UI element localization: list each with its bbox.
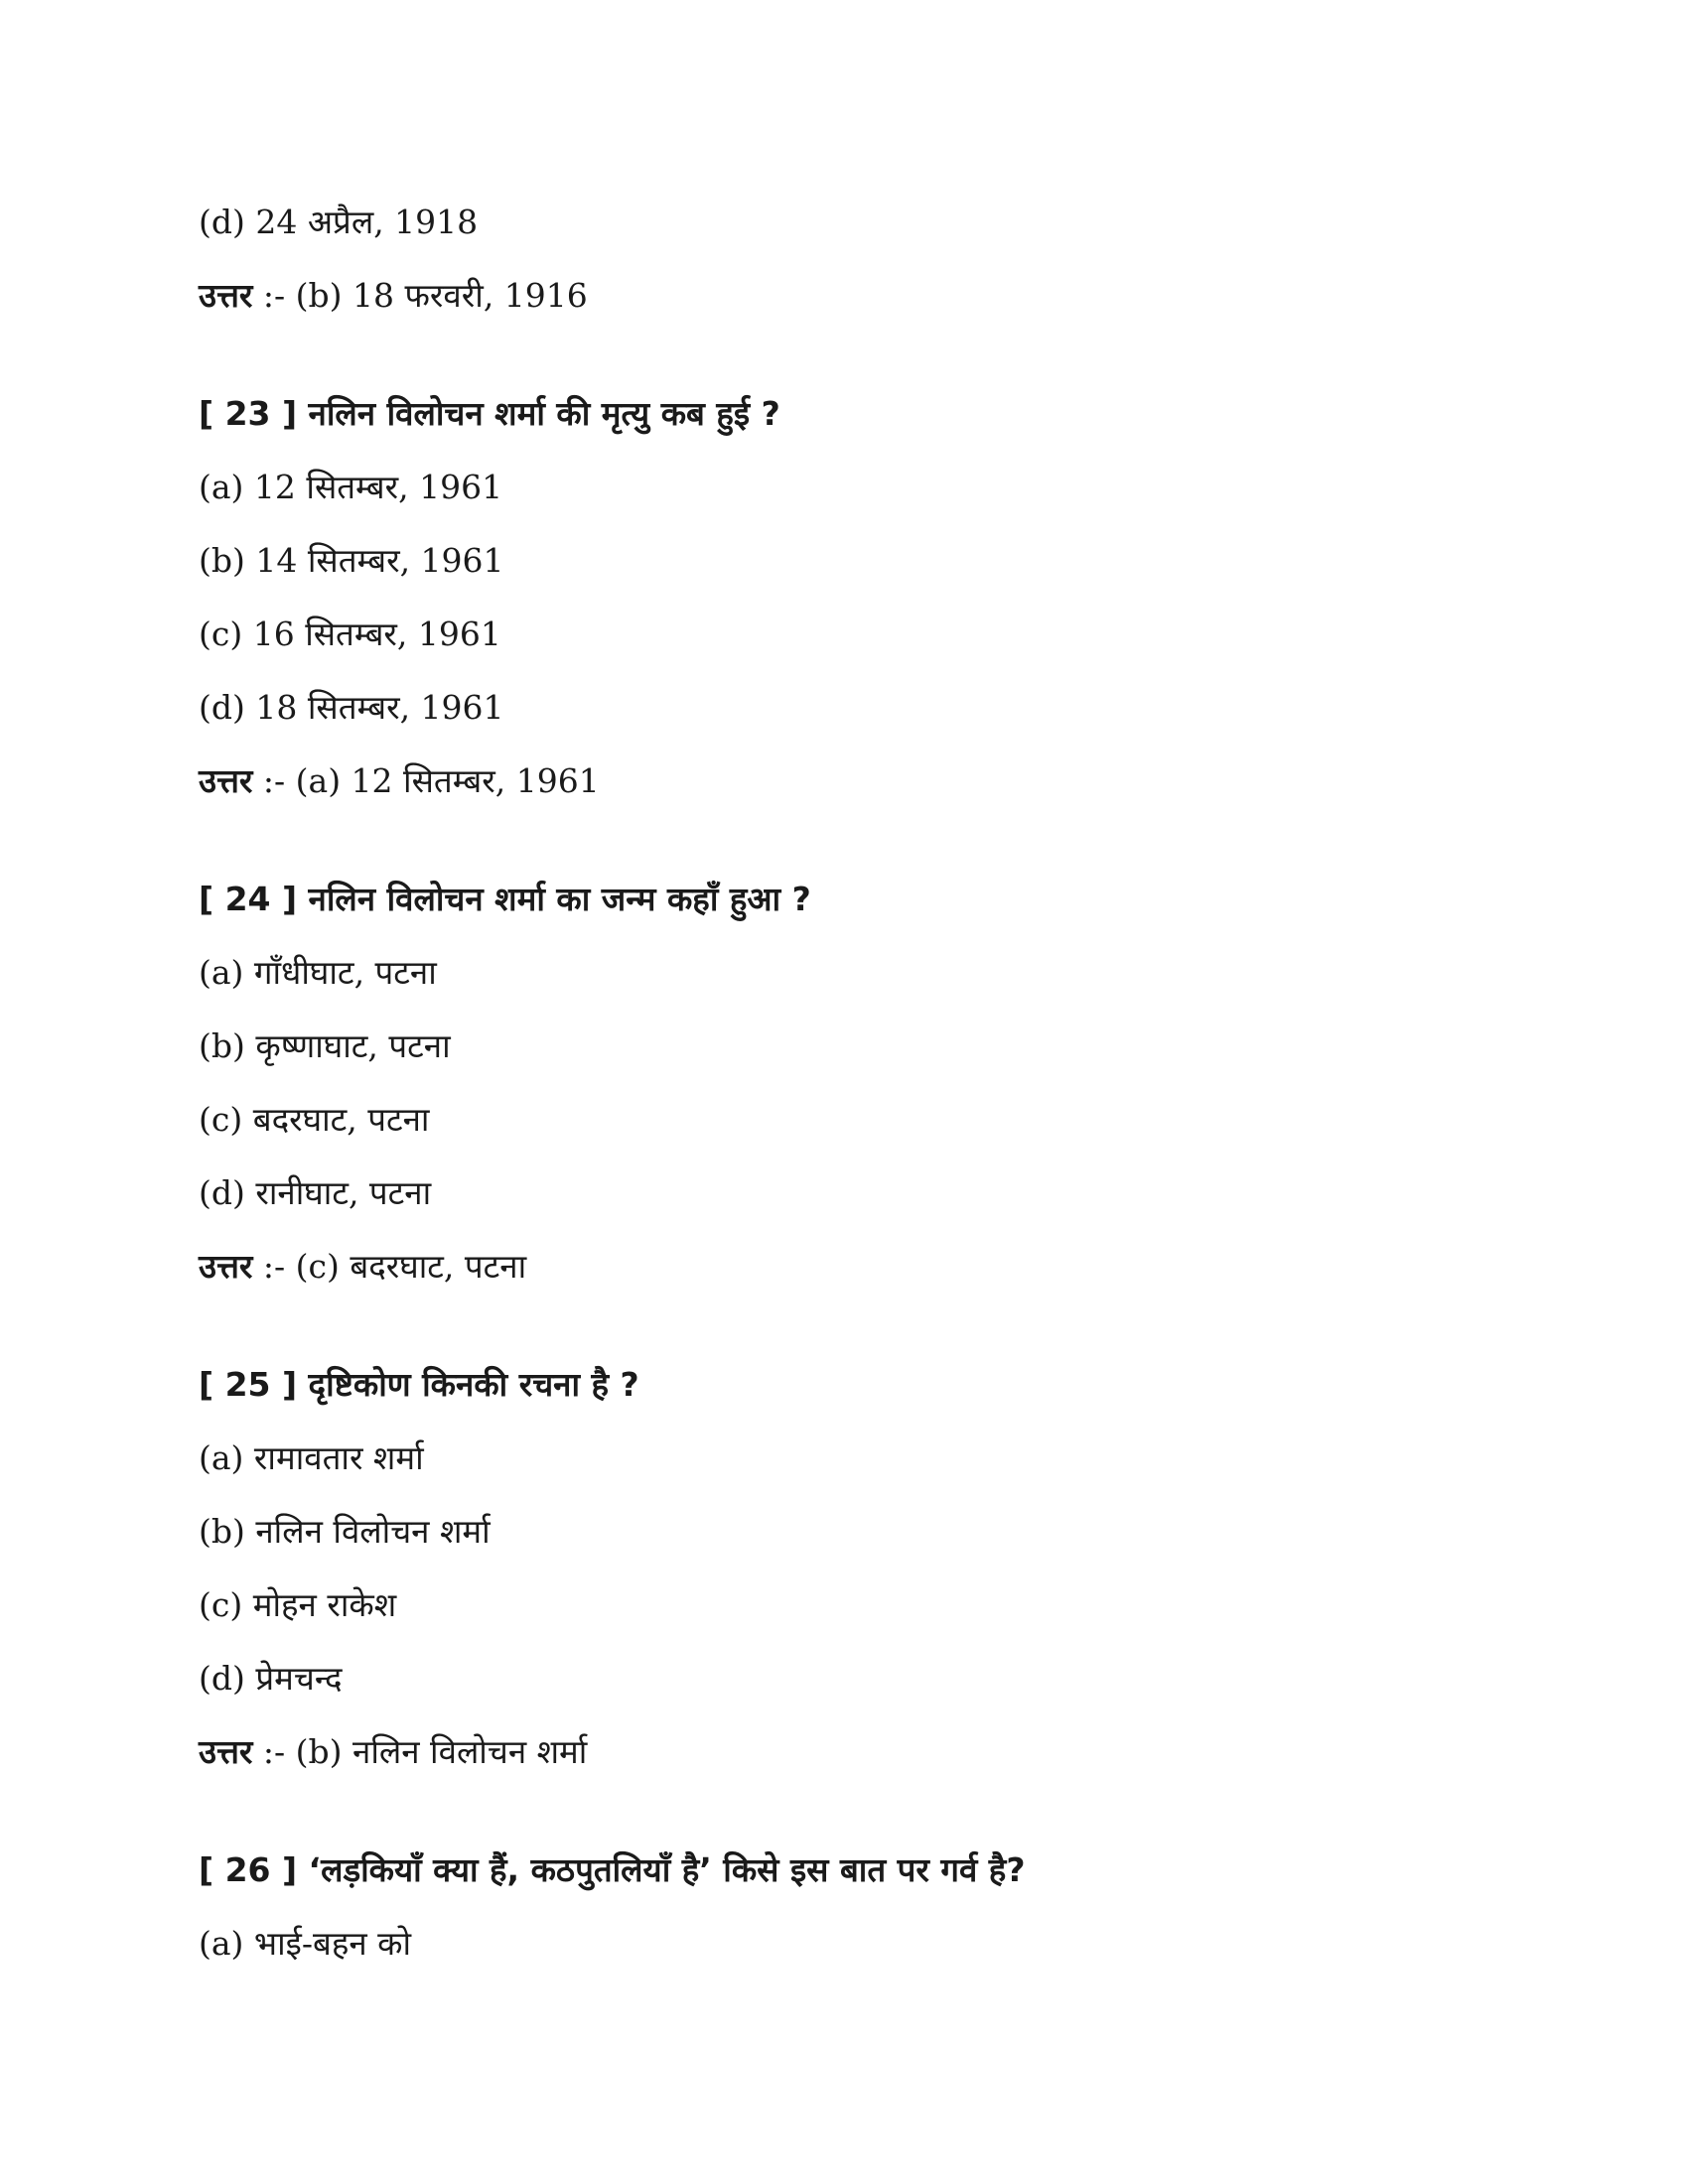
answer-line bbox=[199, 1245, 526, 1289]
option-text: (a) गाँधीघाट, पटना bbox=[199, 953, 437, 992]
answer-line bbox=[199, 1730, 587, 1774]
answer-label: उत्तर bbox=[199, 1732, 253, 1771]
option-text: (d) प्रेमचन्द bbox=[199, 1659, 343, 1698]
answer-label: उत्तर bbox=[199, 1247, 253, 1286]
answer-text: :- (b) नलिन विलोचन शर्मा bbox=[252, 1732, 588, 1771]
answer-label: उत्तर bbox=[199, 761, 253, 800]
option-text: (a) रामावतार शर्मा bbox=[199, 1438, 424, 1477]
option-text: (c) मोहन राकेश bbox=[199, 1585, 397, 1624]
option-text: (d) 24 अप्रैल, 1918 bbox=[199, 203, 479, 241]
option-text: (b) कृष्णाघाट, पटना bbox=[199, 1026, 451, 1065]
question-heading: [ 23 ] नलिन विलोचन शर्मा की मृत्यु कब हुई ? bbox=[199, 394, 780, 433]
option-text: (c) बदरघाट, पटना bbox=[199, 1100, 430, 1139]
option-text: (b) 14 सितम्बर, 1961 bbox=[199, 541, 504, 580]
option-text: (a) 12 सितम्बर, 1961 bbox=[199, 468, 503, 506]
answer-line bbox=[199, 759, 600, 803]
option-text: (c) 16 सितम्बर, 1961 bbox=[199, 614, 501, 653]
answer-text: :- (b) 18 फरवरी, 1916 bbox=[252, 276, 588, 315]
option-text: (d) 18 सितम्बर, 1961 bbox=[199, 688, 504, 727]
question-heading: [ 24 ] नलिन विलोचन शर्मा का जन्म कहाँ हुआ ? bbox=[199, 880, 811, 918]
answer-label: उत्तर bbox=[199, 276, 253, 315]
answer-text: :- (a) 12 सितम्बर, 1961 bbox=[252, 761, 600, 800]
answer-line bbox=[199, 274, 588, 318]
question-heading: [ 26 ] ‘लड़कियाँ क्या हैं, कठपुतलियाँ है’ किसे इस बात पर गर्व है? bbox=[199, 1850, 1026, 1889]
answer-text: :- (c) बदरघाट, पटना bbox=[252, 1247, 527, 1286]
question-heading: [ 25 ] दृष्टिकोण किनकी रचना है ? bbox=[199, 1365, 639, 1404]
option-text: (a) भाई-बहन को bbox=[199, 1924, 412, 1963]
option-text: (d) रानीघाट, पटना bbox=[199, 1173, 432, 1212]
option-text: (b) नलिन विलोचन शर्मा bbox=[199, 1512, 491, 1551]
